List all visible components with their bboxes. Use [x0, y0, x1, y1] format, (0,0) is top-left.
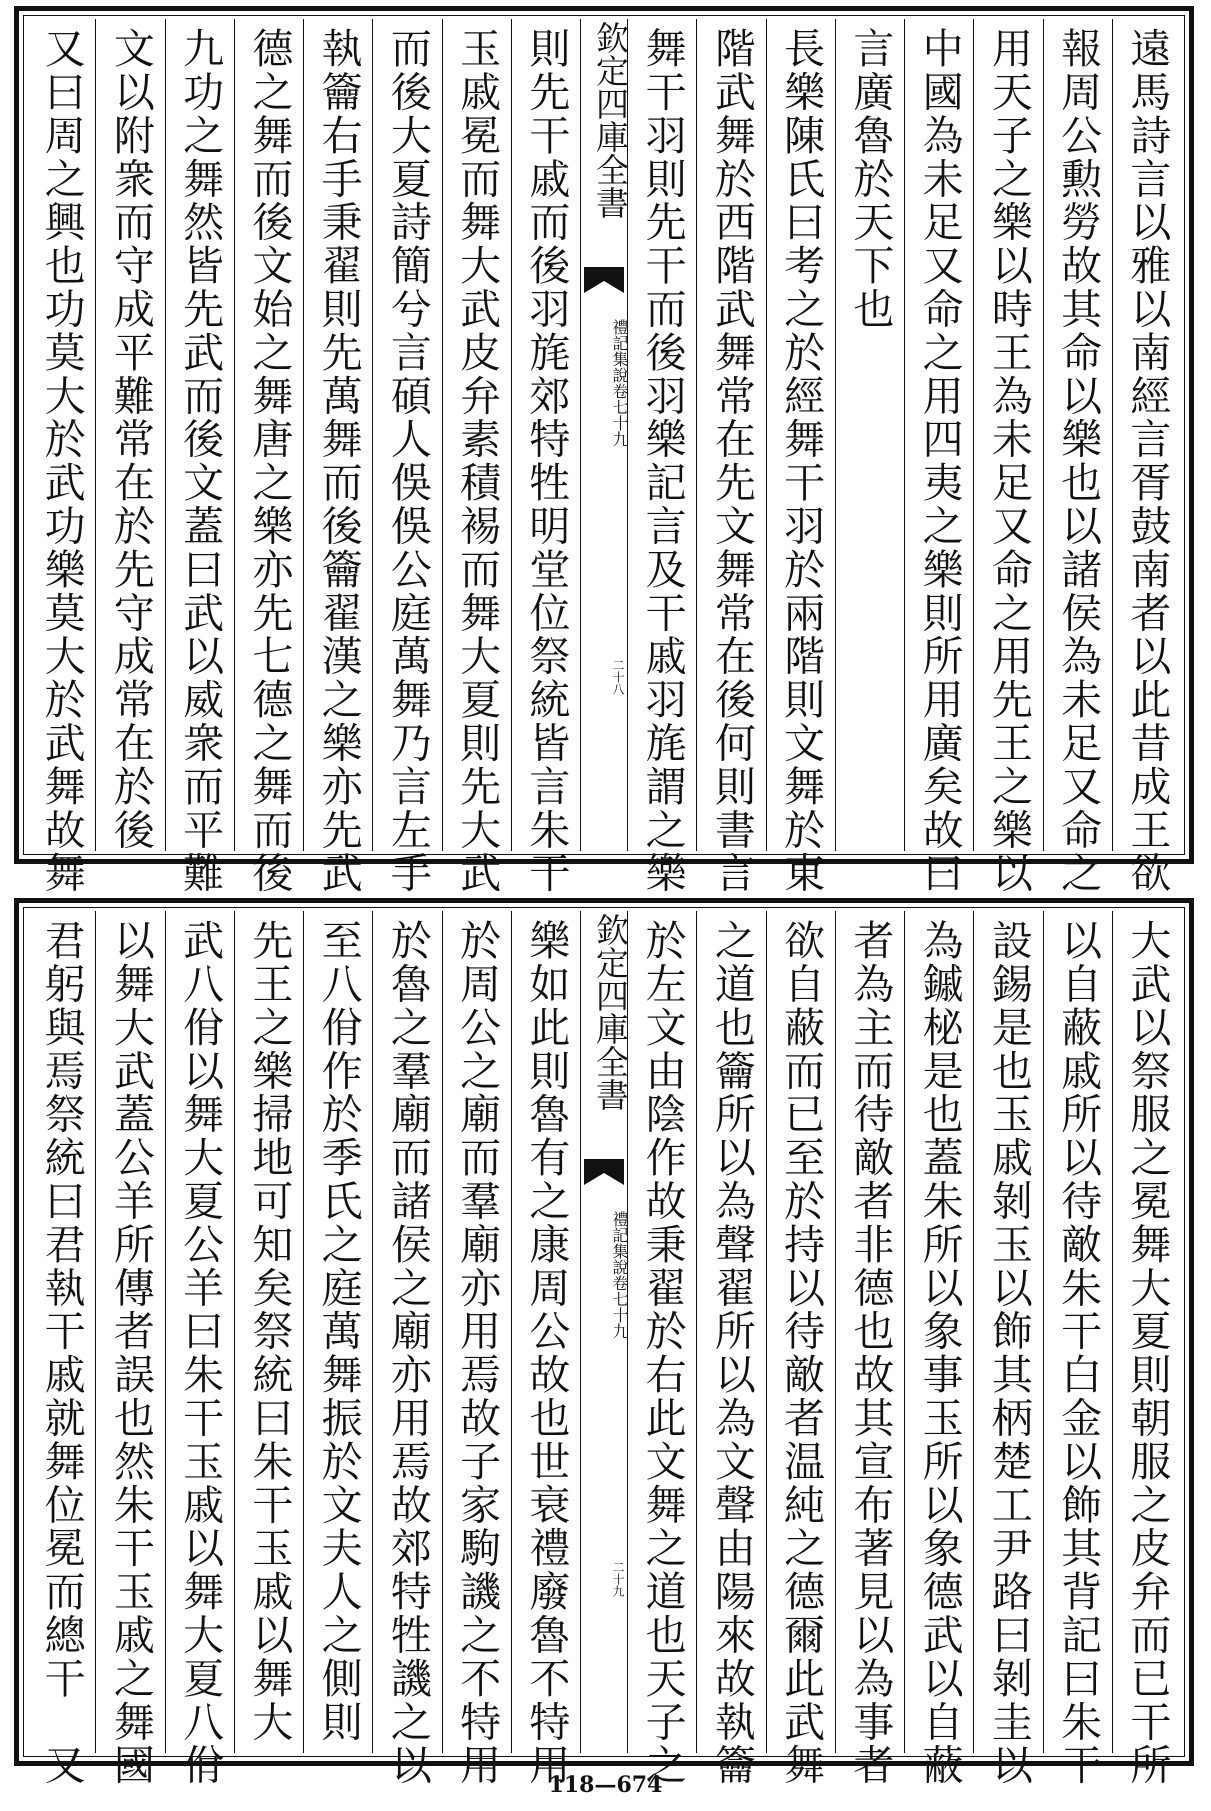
text-column: 於左文由陰作故秉翟於右此文舞之道也天子之 [627, 911, 696, 1753]
fishtail-mark-icon [584, 267, 624, 293]
text-column: 以舞大武蓋公羊所傳者誤也然朱干玉戚之舞國 [95, 911, 164, 1753]
text-column: 玉戚冕而舞大武皮弁素積裼而舞大夏則先大武 [442, 19, 511, 851]
text-column: 德之舞而後文始之舞唐之樂亦先七德之舞而後 [234, 19, 303, 851]
text-column: 則先干戚而後羽旄郊特牲明堂位祭統皆言朱干 [511, 19, 580, 851]
top-columns [27, 19, 1181, 895]
text-column: 者為主而待敵者非德也故其宣布著見以為事者 [835, 911, 904, 1753]
text-column: 樂如此則魯有之康周公故也世衰禮廢魯不特用 [511, 911, 580, 1753]
text-column: 先王之樂掃地可知矣祭統曰朱干玉戚以舞大 [234, 911, 303, 1753]
text-column: 武八佾以舞大夏公羊曰朱干玉戚以舞大夏八佾 [165, 911, 234, 1753]
text-column: 又曰周之興也功莫大於武功樂莫大於武舞故舞 [37, 27, 86, 895]
text-column: 於魯之羣廟而諸侯之廟亦用焉故郊特牲譏之以 [372, 911, 441, 1753]
text-column: 舞干羽則先干而後羽樂記言及干戚羽旄謂之樂 [627, 19, 696, 851]
text-column: 遠馬詩言以雅以南經言胥鼓南者以此昔成王欲 [1112, 19, 1181, 851]
top-page [14, 6, 1194, 895]
text-column: 至八佾作於季氏之庭萬舞振於文夫人之側則 [303, 911, 372, 1753]
text-column: 用天子之樂以時王為未足又命之用先王之樂以 [973, 19, 1042, 851]
text-column: 於周公之廟而羣廟亦用焉故子家駒譏之不特用 [442, 911, 511, 1753]
text-column: 文以附衆而守成平難常在於先守成常在於後 [95, 19, 164, 851]
book-title: 欽定四庫全書 [591, 913, 630, 1111]
text-column: 而後大夏詩簡兮言碩人俁俁公庭萬舞乃言左手 [372, 19, 441, 851]
folio-number: 二十八 [611, 659, 625, 695]
text-column: 欲自蔽而已至於持以待敵者温純之德爾此武舞 [766, 911, 835, 1753]
text-column: 之道也籥所以為聲翟所以為文聲由陽來故執籥 [696, 911, 765, 1753]
page-number: 118—674 [548, 1772, 663, 1798]
text-column: 九功之舞然皆先武而後文蓋曰武以威衆而平難 [165, 19, 234, 851]
text-column: 中國為未足又命之用四夷之樂則所用廣矣故曰 [904, 19, 973, 851]
volume-label: 禮記集說 卷七十九 [610, 319, 629, 447]
text-column: 階武舞於西階武舞常在先文舞常在後何則書言 [696, 19, 765, 851]
text-column: 言廣魯於天下也 [835, 19, 904, 851]
volume-label: 禮記集說 卷七十九 [610, 1211, 629, 1339]
text-column: 為鏚柲是也蓋朱所以象事玉所以象德武以自蔽 [904, 911, 973, 1753]
text-column: 設錫是也玉戚剝玉以飾其柄楚工尹路曰剝圭以 [973, 911, 1042, 1753]
text-column: 以自蔽戚所以待敵朱干白金以飾其背記曰朱干 [1043, 911, 1112, 1753]
fishtail-mark-icon [584, 1159, 624, 1185]
text-column: 執籥右手秉翟則先萬舞而後籥翟漢之樂亦先武 [303, 19, 372, 851]
folio-number: 二十九 [611, 1561, 625, 1597]
center-fold [580, 911, 630, 1753]
text-column: 君躬與焉祭統曰君執干戚就舞位冕而總干 又 [37, 919, 86, 1787]
text-column: 長樂陳氏曰考之於經舞干羽於兩階則文舞於東 [766, 19, 835, 851]
text-column: 報周公勲勞故其命以樂也以諸侯為未足又命之 [1043, 19, 1112, 851]
text-column: 大武以祭服之冕舞大夏則朝服之皮弁而已干所 [1112, 911, 1181, 1753]
center-fold [580, 19, 630, 851]
book-title: 欽定四庫全書 [591, 21, 630, 219]
